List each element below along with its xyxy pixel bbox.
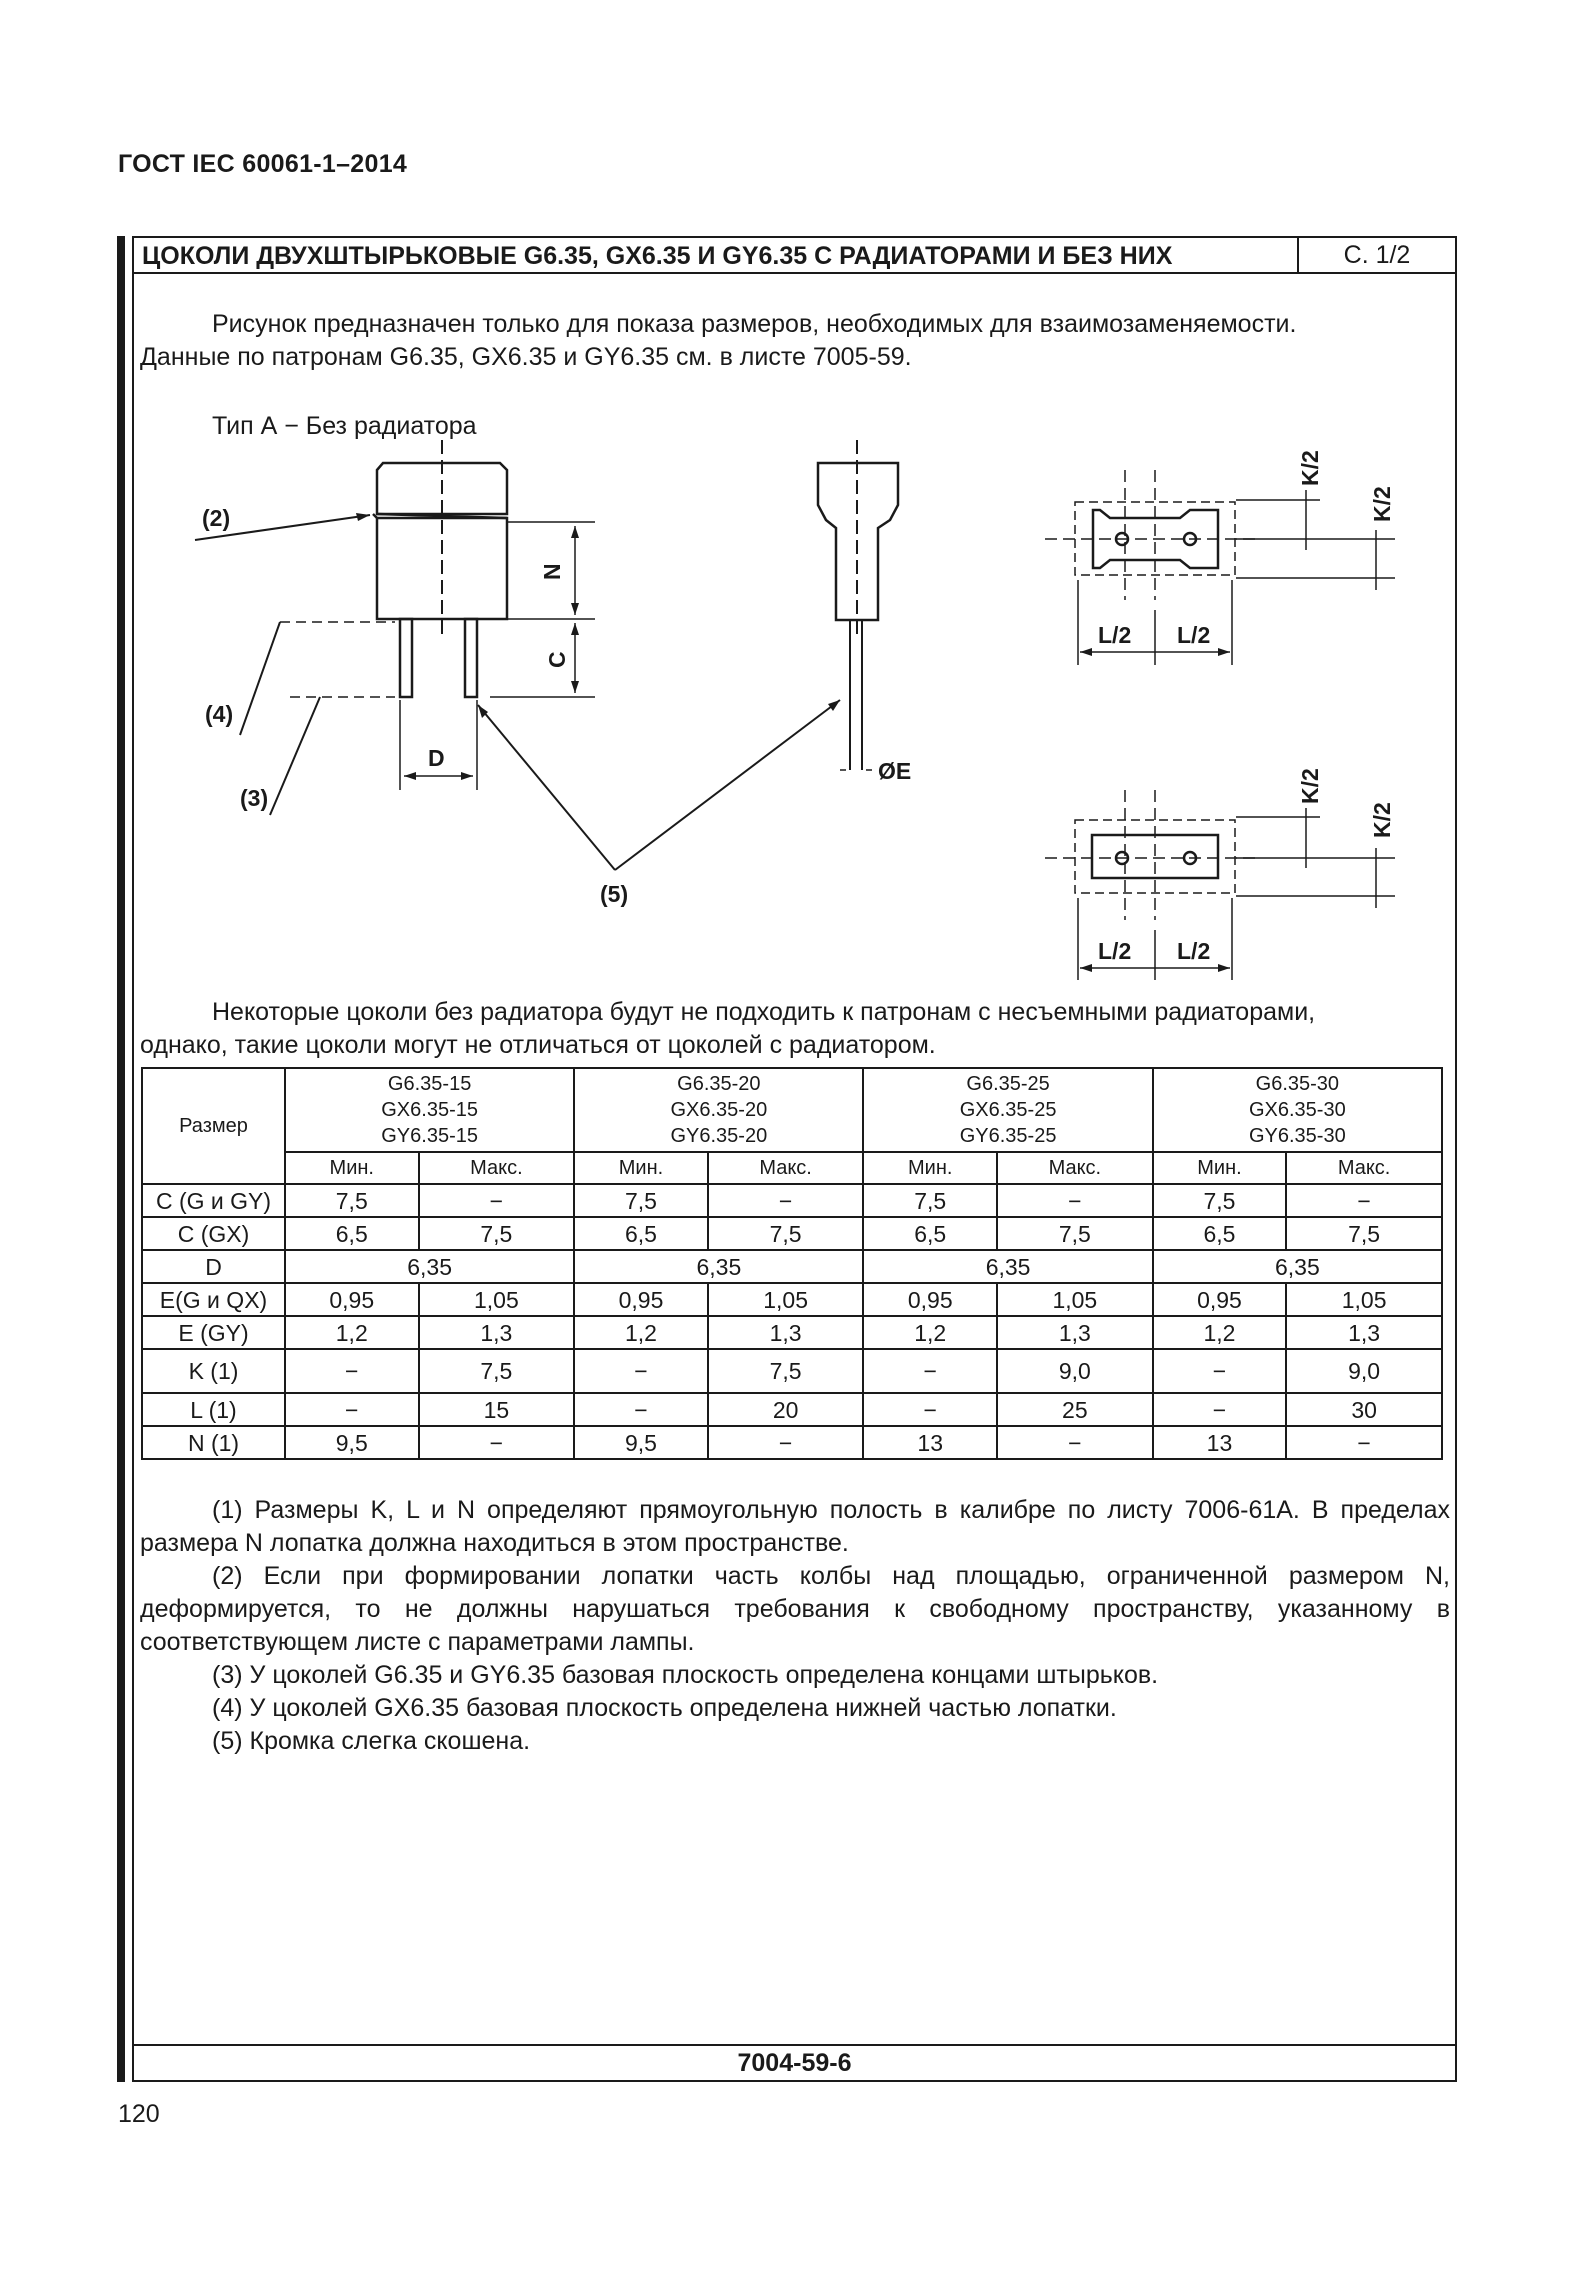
table-cell: − bbox=[863, 1393, 997, 1426]
table-cell: − bbox=[419, 1426, 575, 1459]
table-cell: 30 bbox=[1286, 1393, 1442, 1426]
table-cell: 7,5 bbox=[997, 1217, 1153, 1250]
table-cell: 1,3 bbox=[997, 1316, 1153, 1349]
figure-geometry bbox=[195, 440, 1395, 980]
remark-line-2: однако, такие цоколи могут не отличаться от цоколей с радиатором. bbox=[140, 1031, 936, 1059]
row-label: C (GX) bbox=[142, 1217, 285, 1250]
dim-k2-top-1: K/2 bbox=[1297, 450, 1323, 486]
row-label: L (1) bbox=[142, 1393, 285, 1426]
table-row bbox=[142, 1349, 1442, 1393]
type-header-20: G6.35-20 GX6.35-20 GY6.35-20 bbox=[574, 1068, 863, 1152]
dim-e-label: ØE bbox=[878, 758, 912, 784]
table-cell: 0,95 bbox=[863, 1283, 997, 1316]
table-cell: 1,3 bbox=[1286, 1316, 1442, 1349]
remark-paragraph bbox=[140, 996, 1450, 1062]
table-row bbox=[142, 1393, 1442, 1426]
table-cell: 1,05 bbox=[419, 1283, 575, 1316]
note-2: (2) Если при формировании лопатки часть колбы над площадью, ограниченной размером N, деформируется, то не должны нарушаться требования к свободному пространству, указанному в соответствующем листе с параметрами лампы. bbox=[140, 1562, 1450, 1656]
pin-right bbox=[465, 619, 477, 697]
table-cell: − bbox=[708, 1426, 864, 1459]
min-header: Мин. bbox=[574, 1152, 708, 1184]
arrowheads bbox=[356, 513, 1230, 972]
max-header: Макс. bbox=[419, 1152, 575, 1184]
table-cell: 0,95 bbox=[285, 1283, 419, 1316]
table-cell: 25 bbox=[997, 1393, 1153, 1426]
table-cell: 6,5 bbox=[285, 1217, 419, 1250]
table-cell: 7,5 bbox=[574, 1184, 708, 1217]
dim-d-label: D bbox=[428, 745, 445, 771]
table-cell: − bbox=[574, 1349, 708, 1393]
callout-3: (3) bbox=[240, 785, 269, 811]
table-cell: 6,35 bbox=[1153, 1250, 1442, 1283]
dim-n-label: N bbox=[539, 563, 565, 580]
dimensions-table bbox=[141, 1067, 1443, 1460]
table-cell: 7,5 bbox=[1286, 1217, 1442, 1250]
notes-section bbox=[140, 1494, 1450, 1758]
note-1: (1) Размеры K, L и N определяют прямоугольную полость в калибре по листу 7006-61А. В пределах размера N лопатка должна находиться в этом пространстве. bbox=[140, 1496, 1450, 1557]
table-cell: 7,5 bbox=[419, 1217, 575, 1250]
table-row bbox=[142, 1250, 1442, 1283]
row-label: E (GY) bbox=[142, 1316, 285, 1349]
table-cell: 9,0 bbox=[997, 1349, 1153, 1393]
dim-k2-bottom-2: K/2 bbox=[1369, 802, 1395, 838]
dim-l2-top-left: L/2 bbox=[1098, 622, 1132, 648]
table-cell: 6,35 bbox=[863, 1250, 1152, 1283]
table-cell: 13 bbox=[863, 1426, 997, 1459]
table-cell: − bbox=[1153, 1393, 1287, 1426]
sheet-page-indicator: С. 1/2 bbox=[1297, 238, 1455, 272]
table-cell: 7,5 bbox=[285, 1184, 419, 1217]
table-cell: 0,95 bbox=[574, 1283, 708, 1316]
table-cell: − bbox=[285, 1349, 419, 1393]
table-cell: 1,05 bbox=[708, 1283, 864, 1316]
dim-l2-top-right: L/2 bbox=[1177, 622, 1211, 648]
intro-line-1: Рисунок предназначен только для показа размеров, необходимых для взаимозаменяемости. bbox=[212, 310, 1297, 338]
table-cell: 6,5 bbox=[574, 1217, 708, 1250]
table-cell: − bbox=[863, 1349, 997, 1393]
table-cell: 1,2 bbox=[863, 1316, 997, 1349]
type-header-15: G6.35-15 GX6.35-15 GY6.35-15 bbox=[285, 1068, 574, 1152]
dim-l2-bottom-right: L/2 bbox=[1177, 938, 1211, 964]
table-cell: 1,2 bbox=[285, 1316, 419, 1349]
table-cell: 9,5 bbox=[574, 1426, 708, 1459]
dim-k2-bottom-1: K/2 bbox=[1297, 768, 1323, 804]
row-label: D bbox=[142, 1250, 285, 1283]
table-cell: 0,95 bbox=[1153, 1283, 1287, 1316]
table-row bbox=[142, 1184, 1442, 1217]
table-cell: 7,5 bbox=[419, 1349, 575, 1393]
min-header: Мин. bbox=[863, 1152, 997, 1184]
row-label: N (1) bbox=[142, 1426, 285, 1459]
max-header: Макс. bbox=[1286, 1152, 1442, 1184]
row-label: E(G и QX) bbox=[142, 1283, 285, 1316]
max-header: Макс. bbox=[997, 1152, 1153, 1184]
table-cell: 1,3 bbox=[708, 1316, 864, 1349]
note-3: (3) У цоколей G6.35 и GY6.35 базовая плоскость определена концами штырьков. bbox=[212, 1661, 1159, 1689]
table-cell: 9,0 bbox=[1286, 1349, 1442, 1393]
table-row bbox=[142, 1316, 1442, 1349]
sheet-number: 7004-59-6 bbox=[134, 2044, 1455, 2080]
pin-left bbox=[400, 619, 412, 697]
callout-4: (4) bbox=[205, 701, 234, 727]
table-header-row bbox=[142, 1068, 1442, 1152]
dim-k2-top-2: K/2 bbox=[1369, 486, 1395, 522]
sheet-title: ЦОКОЛИ ДВУХШТЫРЬКОВЫЕ G6.35, GX6.35 И GY6.35 С РАДИАТОРАМИ И БЕЗ НИХ bbox=[142, 242, 1173, 270]
dimension-figure bbox=[0, 0, 1575, 1000]
dim-l2-bottom-left: L/2 bbox=[1098, 938, 1132, 964]
note-5: (5) Кромка слегка скошена. bbox=[212, 1727, 531, 1755]
table-row bbox=[142, 1426, 1442, 1459]
table-cell: − bbox=[997, 1426, 1153, 1459]
table-cell: 1,3 bbox=[419, 1316, 575, 1349]
table-cell: 6,5 bbox=[863, 1217, 997, 1250]
dim-c-label: C bbox=[544, 651, 570, 668]
table-cell: 20 bbox=[708, 1393, 864, 1426]
table-row bbox=[142, 1283, 1442, 1316]
note-4: (4) У цоколей GX6.35 базовая плоскость определена нижней частью лопатки. bbox=[212, 1694, 1117, 1722]
table-minmax-row bbox=[142, 1152, 1442, 1184]
table-cell: − bbox=[574, 1393, 708, 1426]
table-cell: 7,5 bbox=[863, 1184, 997, 1217]
table-cell: − bbox=[1153, 1349, 1287, 1393]
table-cell: 6,35 bbox=[285, 1250, 574, 1283]
row-label: C (G и GY) bbox=[142, 1184, 285, 1217]
table-cell: 7,5 bbox=[1153, 1184, 1287, 1217]
callout-2: (2) bbox=[202, 505, 231, 531]
type-a-label: Тип А − Без радиатора bbox=[212, 412, 477, 440]
table-cell: 15 bbox=[419, 1393, 575, 1426]
size-header: Размер bbox=[142, 1068, 285, 1184]
table-cell: − bbox=[708, 1184, 864, 1217]
table-cell: 1,2 bbox=[574, 1316, 708, 1349]
table-cell: 7,5 bbox=[708, 1349, 864, 1393]
table-cell: 6,5 bbox=[1153, 1217, 1287, 1250]
table-cell: − bbox=[1286, 1184, 1442, 1217]
table-cell: − bbox=[285, 1393, 419, 1426]
table-cell: − bbox=[419, 1184, 575, 1217]
table-cell: 13 bbox=[1153, 1426, 1287, 1459]
callout-5: (5) bbox=[600, 881, 629, 907]
min-header: Мин. bbox=[1153, 1152, 1287, 1184]
table-cell: 6,35 bbox=[574, 1250, 863, 1283]
min-header: Мин. bbox=[285, 1152, 419, 1184]
remark-line-1: Некоторые цоколи без радиатора будут не подходить к патронам с несъемными радиаторами, bbox=[212, 998, 1316, 1026]
table-cell: 1,05 bbox=[997, 1283, 1153, 1316]
page-number: 120 bbox=[118, 2100, 160, 2128]
table-cell: 7,5 bbox=[708, 1217, 864, 1250]
intro-line-2: Данные по патронам G6.35, GX6.35 и GY6.35 см. в листе 7005-59. bbox=[140, 343, 912, 371]
max-header: Макс. bbox=[708, 1152, 864, 1184]
table-cell: − bbox=[997, 1184, 1153, 1217]
table-cell: 1,05 bbox=[1286, 1283, 1442, 1316]
table-cell: 9,5 bbox=[285, 1426, 419, 1459]
table-cell: − bbox=[1286, 1426, 1442, 1459]
table-cell: 1,2 bbox=[1153, 1316, 1287, 1349]
table-row bbox=[142, 1217, 1442, 1250]
row-label: K (1) bbox=[142, 1349, 285, 1393]
type-header-25: G6.35-25 GX6.35-25 GY6.35-25 bbox=[863, 1068, 1152, 1152]
standard-header: ГОСТ IEC 60061-1–2014 bbox=[118, 150, 408, 178]
type-header-30: G6.35-30 GX6.35-30 GY6.35-30 bbox=[1153, 1068, 1442, 1152]
